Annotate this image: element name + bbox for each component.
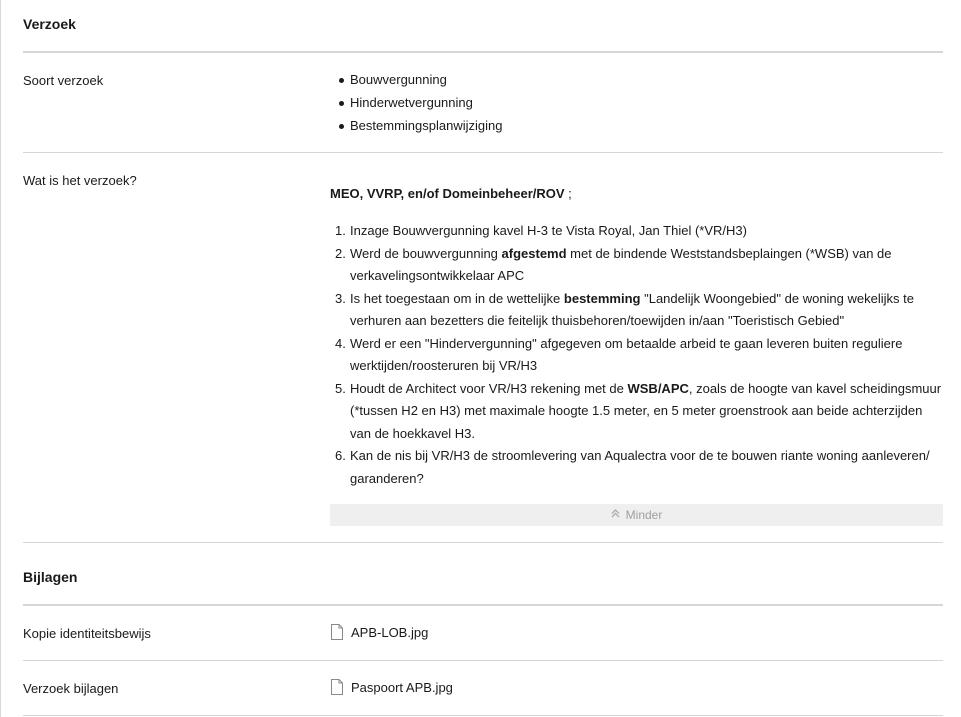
- request-item: [330, 288, 943, 333]
- request-item-text: Werd er een "Hindervergunning" afgegeven om betaalde arbeid te gaan leveren buiten reguliere werktijden/roosteruren bij VR/H3: [350, 335, 903, 373]
- request-intro-tail: ;: [564, 186, 572, 201]
- request-item-text: Werd de bouwvergunning: [350, 245, 502, 261]
- request-item-text: Houdt de Architect voor VR/H3 rekening met de: [350, 380, 628, 396]
- request-type-item: Hinderwetvergunning: [330, 91, 943, 114]
- document-icon: [330, 624, 344, 640]
- attachment-filename: Paspoort APB.jpg: [351, 679, 453, 695]
- field-label-request-type: Soort verzoek: [23, 73, 104, 88]
- divider: [23, 51, 943, 53]
- request-question-value: [330, 185, 943, 490]
- request-item-text: , zoals de hoogte van kavel scheidingsmuur (*tussen H2 en H3) met maximale hoogte 1.5 meter, en 5 meter groenstrook aan beide achterzijden van de hoekkavel H3.: [350, 380, 942, 441]
- request-item: [330, 333, 943, 378]
- divider: [23, 660, 943, 661]
- request-item-emphasis: WSB/APC: [627, 380, 689, 396]
- request-item-number: 4.: [335, 335, 346, 351]
- field-label-id-copy: Kopie identiteitsbewijs: [23, 626, 151, 641]
- request-item: [330, 243, 943, 288]
- show-less-label: Minder: [625, 508, 663, 522]
- request-item: [330, 445, 943, 490]
- request-items-list: [330, 220, 943, 490]
- request-type-value: [330, 68, 943, 137]
- request-item-number: 3.: [335, 290, 346, 306]
- request-intro: [330, 185, 943, 203]
- request-item-number: 5.: [335, 380, 346, 396]
- request-item: [330, 378, 943, 446]
- attachment-link-id-copy[interactable]: [330, 624, 428, 640]
- show-less-button[interactable]: [330, 504, 943, 526]
- divider: [23, 542, 943, 543]
- field-label-request-attachments: Verzoek bijlagen: [23, 681, 119, 696]
- section-title-verzoek: Verzoek: [23, 16, 76, 32]
- request-item-emphasis: afgestemd: [501, 245, 567, 261]
- request-item-text: met de bindende Weststandsbeplaingen (*WSB) van de verkavelingsontwikkelaar APC: [350, 245, 892, 283]
- field-label-request-question: Wat is het verzoek?: [23, 173, 137, 188]
- request-item-emphasis: bestemming: [563, 290, 641, 306]
- divider: [23, 604, 943, 606]
- request-type-list: [330, 68, 943, 137]
- attachment-filename: APB-LOB.jpg: [351, 624, 429, 640]
- attachment-link-request-attachments[interactable]: [330, 679, 453, 695]
- request-item-text: Inzage Bouwvergunning kavel H-3 te Vista Royal, Jan Thiel (*VR/H3): [350, 223, 747, 238]
- request-item-text: "Landelijk Woongebied" de woning wekelijks te verhuren aan bezetters die feitelijk thuisbehoren/toewijden in/aan "Toeristisch Gebied": [350, 290, 914, 328]
- request-intro-bold: MEO, VVRP, en/of Domeinbeheer/ROV: [330, 186, 565, 201]
- request-item-number: 1.: [335, 223, 346, 238]
- document-icon: [330, 679, 344, 695]
- section-title-bijlagen: Bijlagen: [23, 569, 78, 585]
- request-item-text: Kan de nis bij VR/H3 de stroomlevering van Aqualectra voor de te bouwen riante woning aanleveren/ garanderen?: [350, 448, 930, 486]
- request-item-number: 2.: [335, 245, 346, 261]
- double-chevron-up-icon: [611, 509, 620, 521]
- request-item-number: 6.: [335, 448, 346, 463]
- divider: [23, 715, 943, 716]
- divider: [23, 152, 943, 153]
- request-item-text: Is het toegestaan om in de wettelijke: [350, 290, 564, 306]
- request-item: [330, 220, 943, 243]
- request-type-item: Bestemmingsplanwijziging: [330, 114, 943, 137]
- request-type-item: Bouwvergunning: [330, 68, 943, 91]
